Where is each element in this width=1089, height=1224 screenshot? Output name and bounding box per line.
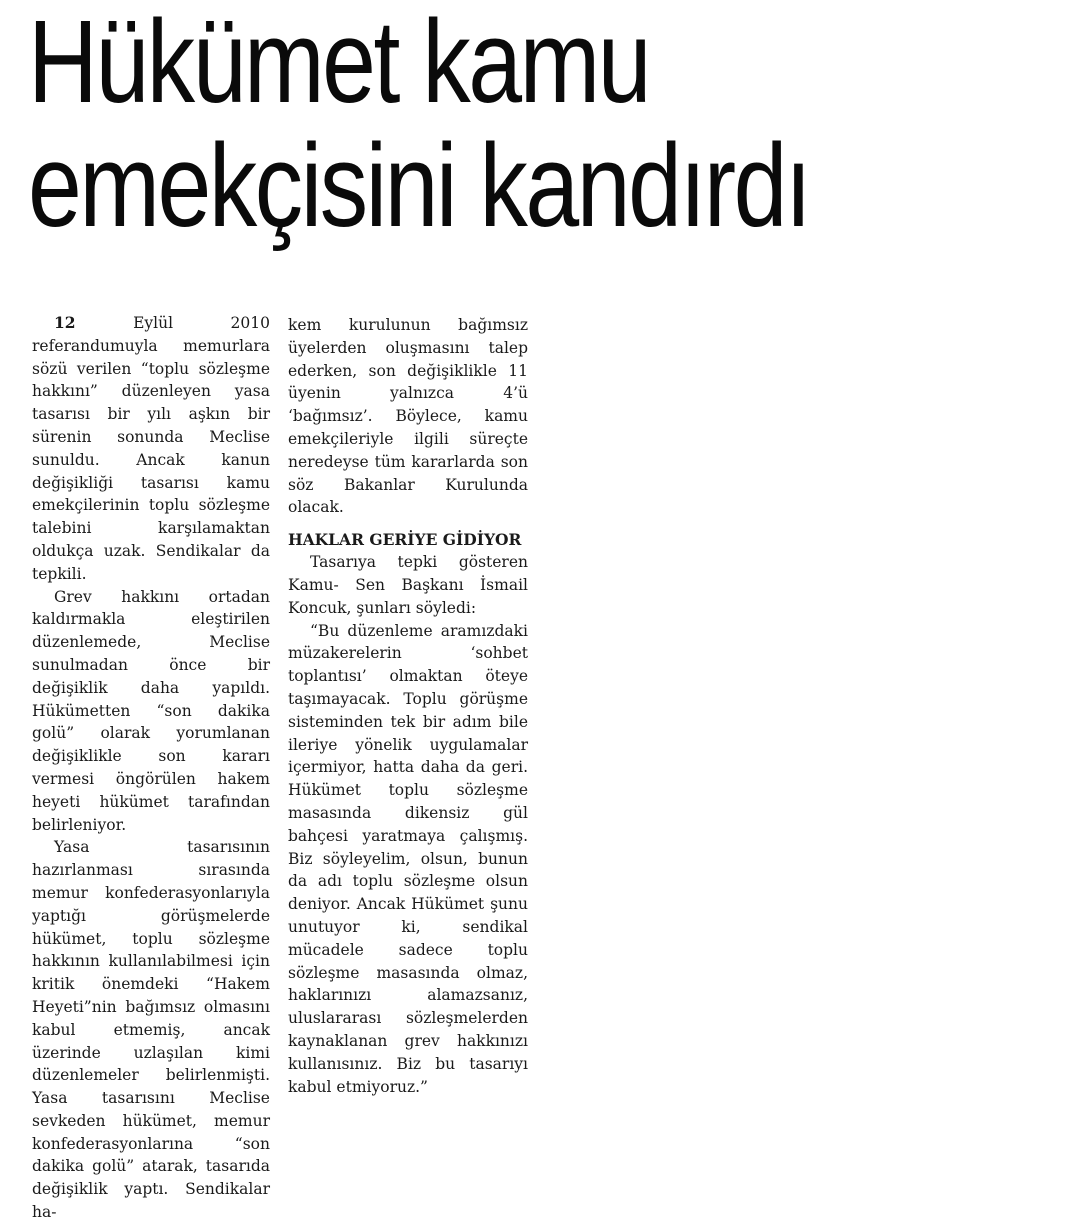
article-column-1 [32, 312, 270, 1224]
headline-line-1: Hükümet kamu [28, 0, 650, 128]
paragraph-1-text: Eylül 2010 referandumuyla memurlara sözü verilen “toplu sözleşme hakkını” düzenleyen yasa tasarısı bir yılı aşkın bir sürenin sonunda Meclise sunuldu. Ancak kanun değişikliği tasarısı kamu emekçilerinin toplu sözleşme talebini karşılamaktan oldukça uzak. Sendikalar da tepkili. [32, 314, 270, 583]
section-subheading: HAKLAR GERİYE GİDİYOR [288, 530, 522, 550]
article-headline [28, 0, 898, 252]
lead-number: 12 [54, 313, 76, 332]
paragraph-6-quote: “Bu düzenleme aramızdaki müzakerelerin ‘sohbet toplantısı’ olmaktan öteye taşımayacak. Toplu görüşme sisteminden tek bir adım bile ileriye yönelik uygulamalar içermiyor, hatta daha da geri. Hükümet toplu sözleşme masasında dikensiz gül bahçesi yaratmaya çalışmış. Biz söyleyelim, olsun, bunun da adı toplu sözleşme olsun deniyor. Ancak Hükümet şunu unutuyor ki, sendikal mücadele sadece toplu sözleşme masasında olmaz, haklarınızı alamazsanız, uluslararası sözleşmelerden kaynaklanan grev hakkınızı kullanısınız. Biz bu tasarıyı kabul etmiyoruz.” [288, 621, 528, 1096]
headline-line-2: emekçisini kandırdı [28, 120, 810, 252]
paragraph-3: Yasa tasarısının hazırlanması sırasında memur konfederasyonlarıyla yaptığı görüşmelerde hükümet, toplu sözleşme hakkının kullanılabilmesi için kritik önemdeki “Hakem Heyeti”nin bağımsız olmasını kabul etmemiş, ancak üzerinde uzlaşılan kimi düzenlemeler belirlenmişti. Yasa tasarısını Meclise sevkeden hükümet, memur konfederasyonlarına “son dakika golü” atarak, tasarıda değişiklik yaptı. Sendikalar ha- [32, 838, 270, 1222]
paragraph-4: kem kurulunun bağımsız üyelerden oluşmasını talep ederken, son değişiklikle 11 üyenin yalnızca 4’ü ‘bağımsız’. Böylece, kamu emekçileriyle ilgili süreçte neredeyse tüm kararlarda son söz Bakanlar Kurulunda olacak. [288, 316, 528, 517]
paragraph-2: Grev hakkını ortadan kaldırmakla eleştirilen düzenlemede, Meclise sunulmadan önce bir değişiklik daha yapıldı. Hükümetten “son dakika golü” olarak yorumlanan değişiklikle son kararı vermesi öngörülen hakem heyeti hükümet tarafından belirleniyor. [32, 587, 270, 834]
paragraph-5: Tasarıya tepki gösteren Kamu- Sen Başkanı İsmail Koncuk, şunları söyledi: [288, 553, 528, 617]
paragraph-1 [32, 312, 270, 586]
article-column-2 [288, 314, 528, 1098]
